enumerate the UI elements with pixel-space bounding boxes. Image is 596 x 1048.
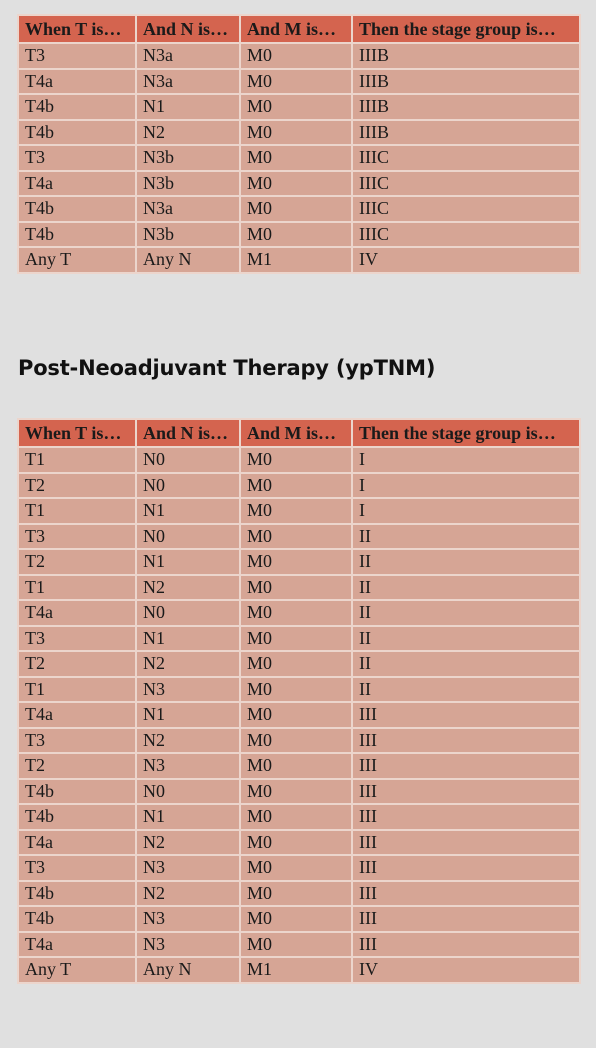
cell-stage: IIIC (352, 222, 580, 248)
cell-n: N2 (136, 881, 240, 907)
cell-stage: IIIB (352, 94, 580, 120)
cell-stage: IIIB (352, 43, 580, 69)
cell-m: M0 (240, 94, 352, 120)
cell-m: M1 (240, 247, 352, 273)
table-row (18, 120, 580, 146)
cell-n: N1 (136, 804, 240, 830)
table-row (18, 447, 580, 473)
header-m: And M is… (240, 419, 352, 447)
cell-m: M0 (240, 753, 352, 779)
table-row (18, 524, 580, 550)
cell-t: T3 (18, 728, 136, 754)
cell-stage: II (352, 600, 580, 626)
cell-n: N2 (136, 830, 240, 856)
cell-n: N1 (136, 549, 240, 575)
table-row (18, 69, 580, 95)
cell-t: T2 (18, 753, 136, 779)
table-row (18, 600, 580, 626)
cell-n: N1 (136, 626, 240, 652)
cell-n: N1 (136, 702, 240, 728)
cell-t: T4a (18, 702, 136, 728)
cell-m: M0 (240, 906, 352, 932)
cell-m: M0 (240, 855, 352, 881)
header-n: And N is… (136, 419, 240, 447)
cell-t: T4a (18, 171, 136, 197)
cell-t: T4b (18, 222, 136, 248)
header-stage: Then the stage group is… (352, 15, 580, 43)
cell-stage: III (352, 906, 580, 932)
header-m: And M is… (240, 15, 352, 43)
cell-m: M0 (240, 804, 352, 830)
cell-n: N0 (136, 473, 240, 499)
cell-n: N0 (136, 447, 240, 473)
table-row (18, 855, 580, 881)
cell-n: N0 (136, 524, 240, 550)
cell-m: M0 (240, 932, 352, 958)
header-t: When T is… (18, 15, 136, 43)
cell-stage: II (352, 575, 580, 601)
cell-t: T2 (18, 549, 136, 575)
cell-t: T1 (18, 575, 136, 601)
stage-group-table-2 (17, 418, 581, 984)
section-title: Post-Neoadjuvant Therapy (ypTNM) (18, 356, 436, 380)
table-row (18, 957, 580, 983)
cell-stage: II (352, 626, 580, 652)
table-row (18, 94, 580, 120)
cell-n: N3a (136, 196, 240, 222)
cell-m: M0 (240, 524, 352, 550)
cell-t: T4a (18, 600, 136, 626)
cell-t: T4a (18, 69, 136, 95)
table-row (18, 702, 580, 728)
cell-n: N2 (136, 651, 240, 677)
cell-m: M0 (240, 677, 352, 703)
table-header-row (18, 15, 580, 43)
table-row (18, 171, 580, 197)
cell-m: M0 (240, 196, 352, 222)
table-row (18, 932, 580, 958)
cell-m: M0 (240, 120, 352, 146)
cell-stage: III (352, 830, 580, 856)
cell-stage: IV (352, 247, 580, 273)
cell-m: M0 (240, 473, 352, 499)
table-row (18, 145, 580, 171)
cell-stage: III (352, 804, 580, 830)
cell-t: T4a (18, 830, 136, 856)
cell-stage: II (352, 651, 580, 677)
cell-n: N3 (136, 855, 240, 881)
cell-t: T3 (18, 524, 136, 550)
cell-m: M0 (240, 171, 352, 197)
cell-n: N0 (136, 600, 240, 626)
cell-stage: III (352, 932, 580, 958)
cell-m: M0 (240, 702, 352, 728)
cell-n: N2 (136, 575, 240, 601)
table-row (18, 906, 580, 932)
cell-stage: IIIB (352, 69, 580, 95)
table-row (18, 549, 580, 575)
cell-stage: I (352, 447, 580, 473)
cell-n: N3 (136, 906, 240, 932)
table-row (18, 779, 580, 805)
cell-t: T3 (18, 855, 136, 881)
table-row (18, 626, 580, 652)
cell-m: M0 (240, 728, 352, 754)
cell-n: N3a (136, 69, 240, 95)
cell-stage: I (352, 498, 580, 524)
cell-t: T3 (18, 43, 136, 69)
cell-n: N3 (136, 753, 240, 779)
cell-t: T1 (18, 677, 136, 703)
cell-stage: III (352, 855, 580, 881)
cell-n: Any N (136, 957, 240, 983)
table-row (18, 222, 580, 248)
cell-m: M0 (240, 222, 352, 248)
table-row (18, 498, 580, 524)
cell-n: N3b (136, 145, 240, 171)
cell-m: M0 (240, 600, 352, 626)
cell-stage: III (352, 702, 580, 728)
header-n: And N is… (136, 15, 240, 43)
cell-m: M0 (240, 779, 352, 805)
cell-t: T3 (18, 626, 136, 652)
cell-m: M0 (240, 549, 352, 575)
cell-stage: III (352, 779, 580, 805)
table-row (18, 753, 580, 779)
cell-stage: III (352, 728, 580, 754)
table-row (18, 881, 580, 907)
cell-n: N3b (136, 222, 240, 248)
cell-t: T1 (18, 447, 136, 473)
cell-stage: IIIC (352, 171, 580, 197)
cell-t: T4b (18, 906, 136, 932)
table-row (18, 473, 580, 499)
cell-m: M1 (240, 957, 352, 983)
table-row (18, 196, 580, 222)
cell-t: T4b (18, 196, 136, 222)
cell-t: Any T (18, 957, 136, 983)
table-header-row (18, 419, 580, 447)
cell-t: T3 (18, 145, 136, 171)
cell-stage: III (352, 753, 580, 779)
cell-m: M0 (240, 43, 352, 69)
cell-n: N1 (136, 498, 240, 524)
cell-n: N2 (136, 728, 240, 754)
cell-stage: IV (352, 957, 580, 983)
cell-n: N2 (136, 120, 240, 146)
cell-stage: IIIC (352, 145, 580, 171)
cell-n: N3 (136, 932, 240, 958)
table-row (18, 728, 580, 754)
cell-m: M0 (240, 830, 352, 856)
cell-n: N3a (136, 43, 240, 69)
cell-stage: IIIB (352, 120, 580, 146)
header-t: When T is… (18, 419, 136, 447)
cell-n: N3b (136, 171, 240, 197)
table-body (18, 447, 580, 983)
cell-t: T4b (18, 120, 136, 146)
header-stage: Then the stage group is… (352, 419, 580, 447)
cell-n: N3 (136, 677, 240, 703)
table-row (18, 651, 580, 677)
cell-stage: III (352, 881, 580, 907)
cell-t: T2 (18, 651, 136, 677)
table-row (18, 247, 580, 273)
cell-t: T4b (18, 94, 136, 120)
cell-m: M0 (240, 498, 352, 524)
cell-stage: II (352, 549, 580, 575)
cell-t: T4b (18, 779, 136, 805)
cell-n: Any N (136, 247, 240, 273)
cell-stage: II (352, 677, 580, 703)
cell-t: T1 (18, 498, 136, 524)
cell-m: M0 (240, 651, 352, 677)
cell-stage: II (352, 524, 580, 550)
cell-n: N1 (136, 94, 240, 120)
table-row (18, 575, 580, 601)
cell-t: T4b (18, 804, 136, 830)
cell-m: M0 (240, 69, 352, 95)
cell-m: M0 (240, 145, 352, 171)
table-body (18, 43, 580, 273)
cell-t: T4a (18, 932, 136, 958)
cell-t: T2 (18, 473, 136, 499)
table-row (18, 677, 580, 703)
cell-t: Any T (18, 247, 136, 273)
table-row (18, 43, 580, 69)
table-row (18, 830, 580, 856)
cell-m: M0 (240, 575, 352, 601)
cell-stage: IIIC (352, 196, 580, 222)
cell-m: M0 (240, 881, 352, 907)
cell-t: T4b (18, 881, 136, 907)
cell-n: N0 (136, 779, 240, 805)
cell-stage: I (352, 473, 580, 499)
cell-m: M0 (240, 447, 352, 473)
stage-group-table-1 (17, 14, 581, 274)
cell-m: M0 (240, 626, 352, 652)
table-row (18, 804, 580, 830)
